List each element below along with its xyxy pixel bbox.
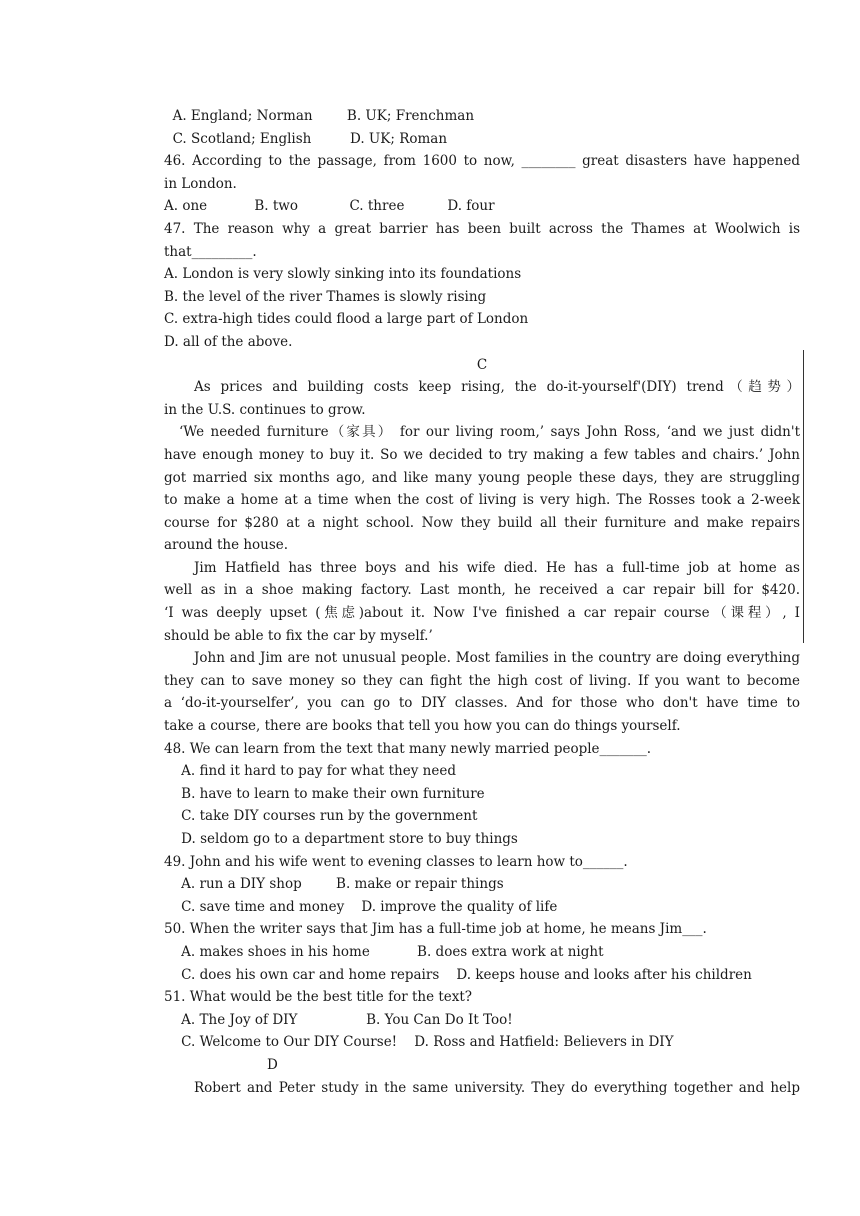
text-line: C. Welcome to Our DIY Course! D. Ross and Hatfield: Believers in DIY — [164, 1034, 674, 1051]
text-line: in London. — [164, 175, 237, 192]
text-line: C. take DIY courses run by the government — [164, 808, 478, 825]
text-line: 51. What would be the best title for the text? — [164, 989, 473, 1006]
text-line: course for $280 at a night school. Now they build all their furniture and make repairs — [164, 514, 800, 531]
text-line: C. Scotland; English D. UK; Roman — [164, 130, 448, 147]
text-line: Robert and Peter study in the same university. They do everything together and help — [194, 1079, 800, 1096]
margin-rule — [803, 350, 804, 643]
text-line: 46. According to the passage, from 1600 to now, ________ great disasters have happened — [164, 153, 800, 170]
text-line: A. one B. two C. three D. four — [164, 198, 495, 215]
document-page — [164, 105, 800, 1099]
text-line: ‘We needed furniture（家具） for our living room,’ says John Ross, ‘and we just didn't — [179, 424, 800, 441]
text-line: 47. The reason why a great barrier has been built across the Thames at Woolwich is — [164, 220, 800, 237]
text-line: Jim Hatfield has three boys and his wife died. He has a full-time job at home as — [194, 559, 800, 576]
text-line: C. save time and money D. improve the quality of life — [164, 898, 558, 915]
text-line: D. seldom go to a department store to buy things — [164, 831, 518, 847]
text-line: in the U.S. continues to grow. — [164, 401, 366, 418]
text-line: take a course, there are books that tell you how you can do things yourself. — [164, 718, 681, 735]
text-line: got married six months ago, and like many young people these days, they are struggling — [164, 469, 800, 486]
text-line: around the house. — [164, 537, 289, 554]
text-line: ‘I was deeply upset (焦虑)about it. Now I've finished a car repair course（课程）, I — [164, 605, 800, 622]
text-line: B. the level of the river Thames is slowly rising — [164, 288, 487, 305]
text-line: well as in a shoe making factory. Last month, he received a car repair bill for $420. — [164, 582, 800, 599]
text-line: John and Jim are not unusual people. Most families in the country are doing everything — [194, 650, 800, 667]
text-line: they can to save money so they can fight the high cost of living. If you want to become — [164, 672, 800, 689]
text-line: A. run a DIY shop B. make or repair things — [164, 876, 504, 893]
text-line: C. does his own car and home repairs D. keeps house and looks after his children — [164, 966, 752, 983]
text-line: a ‘do-it-yourselfer’, you can go to DIY classes. And for those who don't have time to — [164, 695, 800, 712]
text-line: D — [164, 1056, 278, 1073]
text-line: A. makes shoes in his home B. does extra work at night — [164, 943, 604, 960]
text-line: 49. John and his wife went to evening classes to learn how to______. — [164, 853, 628, 870]
text-line: 50. When the writer says that Jim has a full-time job at home, he means Jim___. — [164, 921, 707, 938]
text-line: A. England; Norman B. UK; Frenchman — [164, 108, 475, 124]
text-line: A. The Joy of DIY B. You Can Do It Too! — [164, 1011, 513, 1028]
text-line: have enough money to buy it. So we decided to try making a few tables and chairs.’ John — [164, 446, 800, 463]
text-line: to make a home at a time when the cost of living is very high. The Rosses took a 2-week — [164, 492, 800, 509]
text-line: C. extra-high tides could flood a large part of London — [164, 311, 529, 328]
text-line: that_________. — [164, 243, 257, 260]
text-line: A. find it hard to pay for what they need — [164, 763, 456, 780]
text-line: D. all of the above. — [164, 333, 293, 350]
text-line: C — [476, 356, 488, 373]
text-line: 48. We can learn from the text that many newly married people_______. — [164, 740, 652, 757]
text-line: should be able to fix the car by myself.’ — [164, 627, 433, 644]
text-line: As prices and building costs keep rising, the do-it-yourself'(DIY) trend（趋势） — [194, 379, 800, 396]
text-line: A. London is very slowly sinking into its foundations — [164, 266, 522, 283]
text-line: B. have to learn to make their own furniture — [164, 785, 485, 802]
